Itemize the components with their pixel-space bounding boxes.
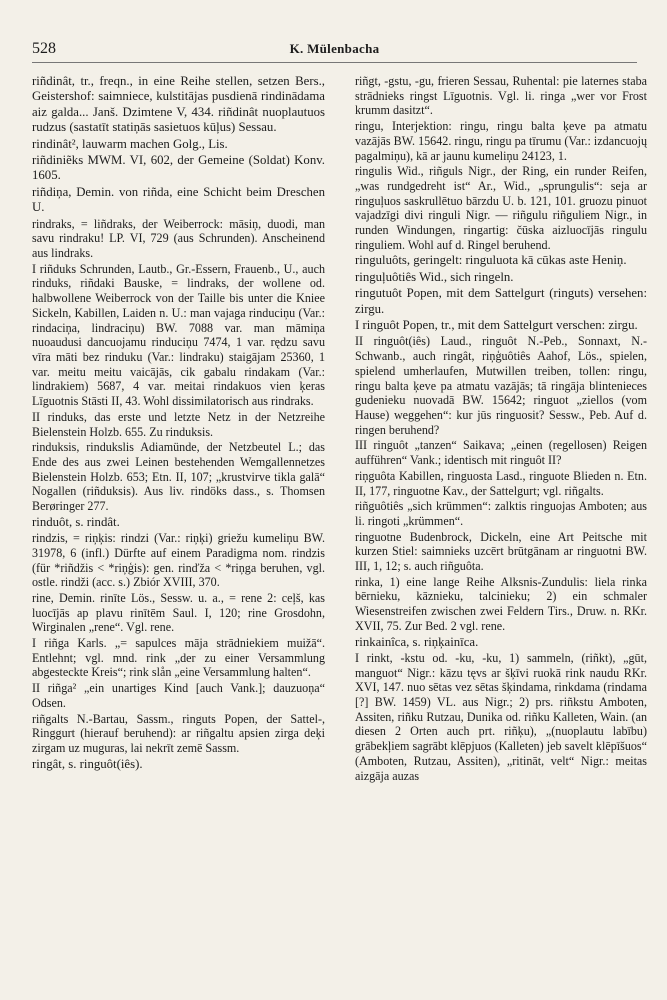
dictionary-entry: III ringuôt „tanzen“ Saikava; „einen (regellosen) Reigen aufführen“ Vank.; identisch mit ringuôt II? <box>355 438 647 468</box>
page-header <box>32 40 637 63</box>
right-column <box>355 74 647 992</box>
dictionary-entry: rinka, 1) eine lange Reihe Alksnis-Zundulis: liela rinka bērnieku, kāznieku, talcinieku; 2) ein schmaler Wiesenstreifen zwischen zwei Feldern Tirs., Druw. n. RKr. XVII, 75. Zur Bed. 2 vgl. rene. <box>355 574 647 633</box>
dictionary-entry: riñdinât, tr., freqn., in eine Reihe stellen, setzen Bers., Geistershof: saimniece, kulstitājas pusdienā rindinādama aiz galda... Janš. Dzimtene V, 434. riñdinât nuoplautuos rudzus (sastatīt statiņās sasietuos kūļus) Sessau. <box>32 74 325 135</box>
dictionary-entry: rindzis, = riņķis: rindzi (Var.: riņķi) griežu kumeliņu BW. 31978, 6 (infl.) Dürfte auf einem Paradigma nom. rindzis (für *riñdžis < *riņģis): gen. rinďža < *riņga beruhen, vgl. ostle. rindži (acc. s.) Zbiór XVIII, 370. <box>32 531 325 590</box>
dictionary-entry: riņguôta Kabillen, ringuosta Lasd., ringuote Blieden n. Etn. II, 177, ringuotne Kav., der Sattelgurt; vgl. riñgalts. <box>355 468 647 498</box>
dictionary-entry: riñdiniẽks MWM. VI, 602, der Gemeine (Soldat) Konv. 1605. <box>32 153 325 183</box>
dictionary-entry: riñgt, -gstu, -gu, frieren Sessau, Ruhental: pie laternes staba strādnieks ringst Līguotnis. Vgl. li. ringa „wer vor Frost krumm dasitzt“. <box>355 74 647 118</box>
left-column <box>32 74 325 992</box>
dictionary-entry: I riñduks Schrunden, Lautb., Gr.-Essern, Frauenb., U., auch rinduks, riñdaki Bauske, = lindraks, der wollene od. halbwollene Weiberrock von der Taille bis unter die Kniee Sickeln, Kabillen, Laiden n. U.: man vajaga rinduciņu (Var.: rindaciņa, lindraciņu) BW. 7088 var. man māmiņa nuoaudusi dancuojamu rinduciņu 7474, 1 var. rędzu savu vīra māti bez rinduku (Var.: lindraku) staigājam 25360, 1 var. meitu meitu vaicājās, cik gabalu rindakam (Var.: lindrakiem) 5687, 4 var. meitai rindakuos vien ķeras Līguotnis Stāsti II, 43. Wohl dissimilatorisch aus rindraks. <box>32 261 325 409</box>
dictionary-entry: riñguôtiês „sich krümmen“: zalktis ringuojas Amboten; aus li. ringoti „krümmen“. <box>355 499 647 528</box>
dictionary-entry: rinkainîca, s. riņķainīca. <box>355 634 479 649</box>
dictionary-entry: rinduôt, s. rindât. <box>32 514 120 529</box>
dictionary-entry: II rinduks, das erste und letzte Netz in der Netzreihe Bielenstein Holzb. 655. Zu rinduksis. <box>32 409 325 439</box>
dictionary-entry: rinduksis, rindukslis Adiamünde, der Netzbeutel L.; das Ende des aus zwei Leinen bestehenden Wemgallennetzes Bielenstein Holzb. 653; Etn. II, 107; „krustvirve tikla galā“ Nogallen (riñduksis). Aus liv. rindöks dass., s. Thomsen Berøringer 277. <box>32 440 325 514</box>
dictionary-entry: rindinât², lauwarm machen Golg., Lis. <box>32 136 228 151</box>
dictionary-entry: rindraks, = liñdraks, der Weiberrock: māsiņ, duodi, man savu rindraku! LP. VI, 729 (aus Schrunden). Anscheinend aus lindraks. <box>32 216 325 261</box>
page-number: 528 <box>32 40 56 57</box>
dictionary-entry: I riñga Karls. „= sapulces māja strādniekiem muižā“. Entlehnt; vgl. mnd. rink „der zu einer Versammlung abgesteckte Kreis“; rink slån „eine Versammlung halten“. <box>32 636 325 680</box>
dictionary-entry: ringutuôt Popen, mit dem Sattelgurt (ringuts) versehen: zirgu. <box>355 286 647 316</box>
dictionary-entry: ringuotne Budenbrock, Dickeln, eine Art Peitsche mit kurzen Stiel: saimnieks uzcērt brūtgānam ar ringuotni BW. III, 1, 12; s. auch riñguôta. <box>355 529 647 574</box>
running-head: K. Mülenbacha <box>289 41 380 56</box>
dictionary-entry: riñgalts N.-Bartau, Sassm., ringuts Popen, der Sattel-, Ringgurt (hierauf beruhend): ar riñgaltu apsien zirga deķi zirgam uz muguras, lai nekrīt zemē Sassm. <box>32 711 325 755</box>
dictionary-entry: riñdiņa, Demin. von riñda, eine Schicht beim Dreschen U. <box>32 184 325 215</box>
dictionary-entry: ringulis Wid., riñguls Nigr., der Ring, ein runder Reifen, „was rundgedreht ist“ Ar., Wid., „sprungulis“: seja ar ringuļuos saskrullētuo bārzdu U. b. 121, 101. gruozu pinuot vajadzīgi divi ringuli Nigr. — riñgulu riñguliem Nigr., in runden Windungen, ringartig: čūska aizluocījās ringulu ringuliem. Wohl auf d. Ringel beruhend. <box>355 164 647 252</box>
dictionary-entry: II riñga² „ein unartiges Kind [auch Vank.]; dauzuoņa“ Odsen. <box>32 681 325 710</box>
dictionary-entry: ringu, Interjektion: ringu, ringu balta ķeve pa atmatu vazājās BW. 15642. ringu, ringu pa tīrumu (Var.: izdancuojų pagalmiņu), kā ar jaunu kumeliņu 24123, 1. <box>355 119 647 163</box>
dictionary-entry: ringuluôts, geringelt: ringuluota kā cūkas aste Heniņ. <box>355 253 627 268</box>
dictionary-entry: I rinkt, -kstu od. -ku, -ku, 1) sammeln, (riñkt), „gūt, manguot“ Nigr.: kāzu tęvs ar šķīvi ruokā rink naudu RKr. XVI, 147. nuo sētas vez sētas šķindama, rinkdama (rindama [?] BW. 1459) VL. aus Nigr.; 2) prs. riñkstu Amboten, Assiten, riñku Rutzau, Dunika od. riñku Kalleten, Wain. (an diesen 2 Orten auch prt. riñķu), „(nuoplautu labību) grābekļiem sagrābt klēpjuos (Kalleten) jeb savelt klēpīšuos“ (Amboten, Rutzau, Assiten), „ritināt, velt“ Nigr.: meitas aizgāja auzas <box>355 650 647 783</box>
dictionary-entry: ringât, s. ringuôt(iês). <box>32 756 143 771</box>
dictionary-entry: rine, Demin. rinīte Lös., Sessw. u. a., = rene 2: ceļš, kas luocījās ap plavu rinītēm Saul. I, 120; rine Grosdohn, Wirginalen „rene“. Vgl. rene. <box>32 590 325 635</box>
dictionary-entry: ringuļuôtiês Wid., sich ringeln. <box>355 269 514 284</box>
dictionary-entry: I ringuôt Popen, tr., mit dem Sattelgurt verschen: zirgu. <box>355 318 638 333</box>
dictionary-entry: II ringuôt(iês) Laud., ringuôt N.-Peb., Sonnaxt, N.-Schwanb., auch ringât, riņģuôtiês Aahof, Lös., spielen, spielend umherlaufen, Mutwillen treiben, tollen: ringu, ringu balta ķeve pa atmatu vazājās; tā ringāja blintenieces gudenieku nuovadā BW. 15642; ringuot „ziellos (vom Hause) weggehen“: kur jūs ringuosit? Sessw., Peb. Auf d. ringen beruhend? <box>355 334 647 437</box>
